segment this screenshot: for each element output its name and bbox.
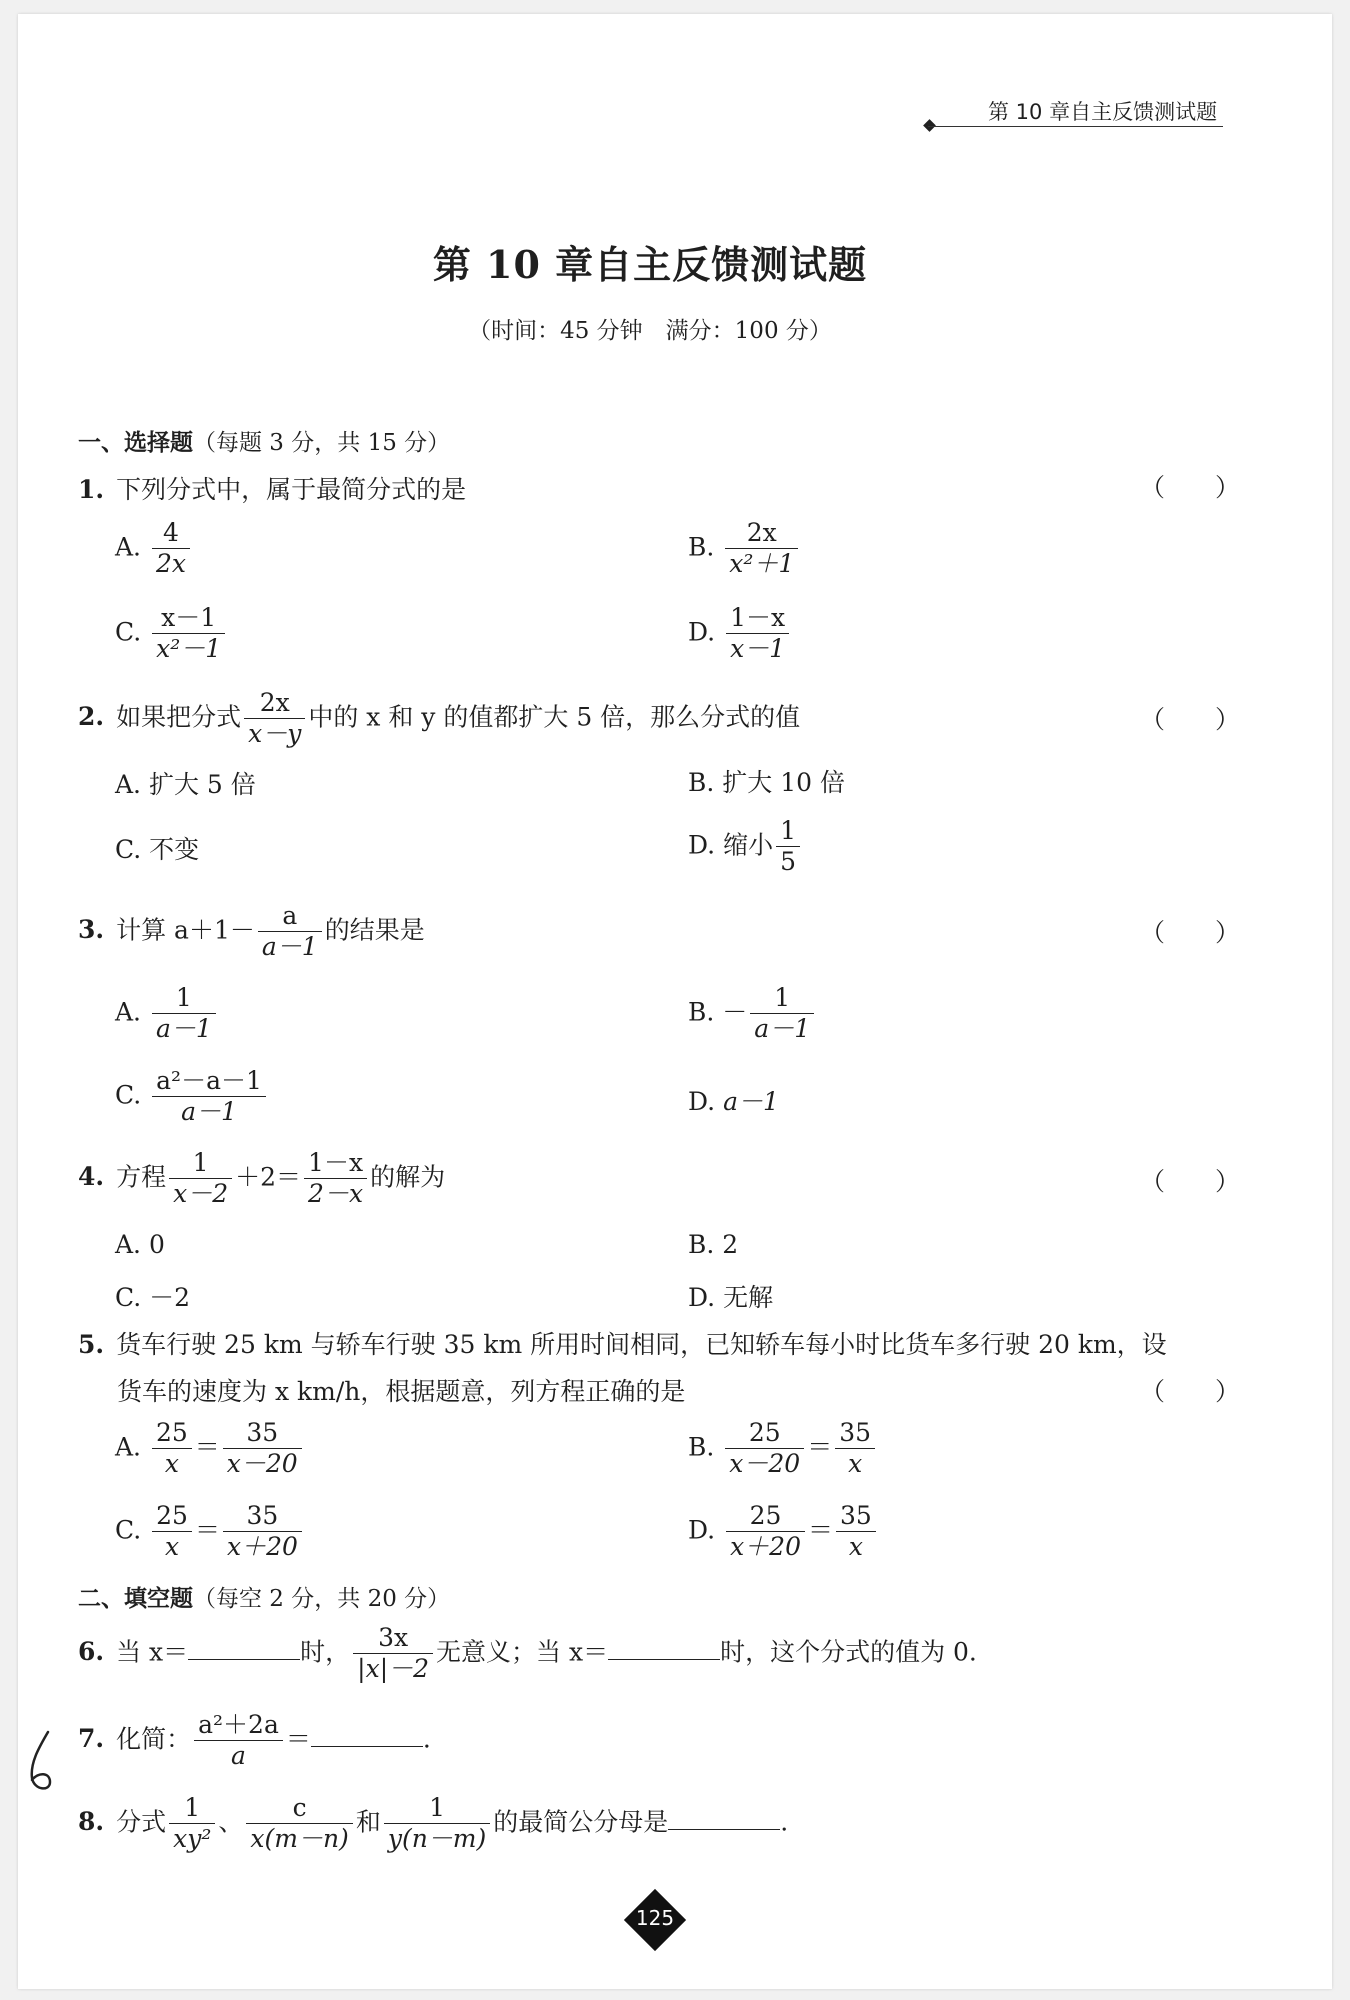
fraction xyxy=(725,520,798,578)
numerator: a²－a－1 xyxy=(152,1068,266,1097)
option-b xyxy=(688,520,801,578)
denominator: a－1 xyxy=(181,1097,237,1127)
option-label: B. xyxy=(688,768,715,797)
denominator: xy² xyxy=(173,1824,212,1854)
option-b xyxy=(688,763,845,799)
fraction xyxy=(152,1503,192,1561)
fraction xyxy=(169,1795,215,1853)
option-label: A. xyxy=(115,997,142,1027)
fraction xyxy=(726,1503,805,1561)
denominator: |x|－2 xyxy=(357,1654,430,1684)
denominator: x xyxy=(848,1449,863,1479)
fraction xyxy=(152,985,216,1043)
question-number: 6. xyxy=(78,1637,105,1667)
answer-blank[interactable] xyxy=(188,1637,300,1660)
denominator: 2－x xyxy=(308,1179,364,1209)
question-8 xyxy=(78,1795,788,1853)
denominator: x－y xyxy=(248,719,302,749)
numerator: 4 xyxy=(152,520,190,549)
option-text: －2 xyxy=(149,1283,191,1312)
question-number: 8. xyxy=(78,1807,105,1837)
answer-blank[interactable] xyxy=(311,1724,423,1747)
question-7 xyxy=(78,1712,431,1770)
numerator: 1 xyxy=(776,818,800,847)
option-label: B. xyxy=(688,532,715,562)
numerator: 1 xyxy=(152,985,216,1014)
question-text: ＋2＝ xyxy=(235,1162,302,1192)
option-label: C. xyxy=(115,1080,142,1110)
page-subtitle: （时间：45 分钟 满分：100 分） xyxy=(468,318,832,344)
answer-bracket: （ ） xyxy=(1140,705,1241,734)
denominator: x xyxy=(848,1532,863,1562)
option-a xyxy=(115,985,219,1043)
equals-sign: ＝ xyxy=(194,1515,220,1545)
numerator: 2x xyxy=(244,690,305,719)
numerator: a xyxy=(258,903,322,932)
numerator: 35 xyxy=(836,1503,876,1532)
denominator: 2x xyxy=(155,549,186,579)
denominator: x xyxy=(164,1532,180,1562)
option-label: C. xyxy=(115,617,142,647)
fraction xyxy=(725,1420,804,1478)
option-b xyxy=(688,1230,738,1259)
question-text: 如果把分式 xyxy=(116,702,242,732)
option-label: B. xyxy=(688,997,715,1027)
question-text: 时，这个分式的值为 0. xyxy=(720,1637,977,1667)
question-number: 4. xyxy=(78,1162,105,1192)
option-label: D. xyxy=(688,1283,716,1312)
section-label: 二、填空题 xyxy=(78,1585,193,1612)
fraction xyxy=(169,1150,232,1208)
numerator: c xyxy=(246,1795,352,1824)
section-note: （每空 2 分，共 20 分） xyxy=(193,1586,451,1612)
option-c xyxy=(115,1503,305,1561)
question-text: 当 x＝ xyxy=(116,1637,189,1667)
page-title: 第 10 章自主反馈测试题 xyxy=(432,242,868,287)
section-note: （每题 3 分，共 15 分） xyxy=(193,430,451,456)
numerator: 1 xyxy=(169,1150,232,1179)
numerator: 35 xyxy=(223,1503,302,1532)
numerator: a²＋2a xyxy=(194,1712,283,1741)
fraction xyxy=(223,1420,302,1478)
answer-bracket: （ ） xyxy=(1140,473,1241,502)
option-d xyxy=(688,1082,779,1118)
option-label: C. xyxy=(115,1283,142,1312)
denominator: 5 xyxy=(780,847,796,877)
denominator: x xyxy=(164,1449,179,1479)
fraction xyxy=(776,818,800,876)
option-text: a－1 xyxy=(723,1087,779,1116)
question-4 xyxy=(78,1150,445,1208)
option-label: B. xyxy=(688,1230,715,1259)
question-text: 中的 x 和 y 的值都扩大 5 倍，那么分式的值 xyxy=(308,702,801,732)
fraction xyxy=(194,1712,283,1770)
section-heading-fill xyxy=(78,1580,450,1613)
fraction xyxy=(726,605,789,663)
denominator: x＋20 xyxy=(226,1532,298,1562)
question-5 xyxy=(78,1325,1167,1361)
numerator: 1－x xyxy=(726,605,789,634)
denominator: x－2 xyxy=(173,1179,229,1209)
option-label: C. xyxy=(115,1515,142,1545)
question-number: 5. xyxy=(78,1330,105,1359)
option-text: 扩大 10 倍 xyxy=(722,768,845,797)
question-text: 时， xyxy=(300,1637,351,1667)
denominator: x＋20 xyxy=(730,1532,801,1562)
question-text: . xyxy=(422,1724,431,1754)
section-heading-choice xyxy=(78,424,450,457)
option-b xyxy=(688,1420,878,1478)
fraction xyxy=(750,985,814,1043)
numerator: 1 xyxy=(169,1795,215,1824)
denominator: a－1 xyxy=(261,932,318,962)
question-text: 和 xyxy=(355,1807,381,1837)
numerator: 35 xyxy=(223,1420,302,1449)
question-1 xyxy=(78,470,466,506)
question-text: 无意义；当 x＝ xyxy=(436,1637,609,1667)
option-c xyxy=(115,830,199,866)
question-text: 的结果是 xyxy=(324,915,425,945)
question-text: . xyxy=(780,1807,789,1837)
question-text: 下列分式中，属于最简分式的是 xyxy=(116,475,467,504)
question-2 xyxy=(78,690,800,748)
denominator: x－1 xyxy=(730,634,786,664)
fraction xyxy=(835,1420,875,1478)
numerator: 1－x xyxy=(304,1150,367,1179)
option-label: A. xyxy=(115,1230,142,1259)
equals-sign: ＝ xyxy=(807,1432,833,1462)
question-text: ＝ xyxy=(285,1724,311,1754)
option-text: 0 xyxy=(148,1230,165,1259)
option-c xyxy=(115,1278,190,1314)
question-text: 的最简公分母是 xyxy=(493,1807,669,1837)
option-d xyxy=(688,605,792,663)
question-3 xyxy=(78,903,425,961)
fraction xyxy=(152,520,190,578)
option-d xyxy=(688,1278,773,1314)
option-label: A. xyxy=(115,770,142,799)
separator: 、 xyxy=(218,1807,244,1837)
equals-sign: ＝ xyxy=(807,1515,833,1545)
question-text: 计算 a＋1－ xyxy=(116,915,255,945)
fraction xyxy=(836,1503,876,1561)
answer-bracket: （ ） xyxy=(1140,1167,1241,1196)
option-label: B. xyxy=(688,1432,715,1462)
minus-sign: － xyxy=(722,997,748,1027)
option-d xyxy=(688,1503,879,1561)
question-number: 7. xyxy=(78,1724,105,1754)
answer-blank[interactable] xyxy=(668,1807,780,1830)
option-label: C. xyxy=(115,835,142,864)
question-text: 货车行驶 25 km 与轿车行驶 35 km 所用时间相同，已知轿车每小时比货车多行驶 20 km，设 xyxy=(116,1330,1167,1359)
option-b xyxy=(688,985,817,1043)
fraction xyxy=(353,1625,433,1683)
handwritten-mark-icon xyxy=(20,1728,60,1798)
numerator: 25 xyxy=(152,1503,192,1532)
question-number: 1. xyxy=(78,475,105,504)
question-6 xyxy=(78,1625,977,1683)
answer-blank[interactable] xyxy=(608,1637,720,1660)
numerator: 25 xyxy=(725,1420,804,1449)
denominator: x－20 xyxy=(226,1449,298,1479)
running-header: 第 10 章自主反馈测试题 xyxy=(988,100,1218,124)
option-a xyxy=(115,520,193,578)
fraction xyxy=(258,903,322,961)
numerator: x－1 xyxy=(152,605,225,634)
denominator: x(m－n) xyxy=(250,1824,349,1854)
numerator: 3x xyxy=(353,1625,433,1654)
numerator: 2x xyxy=(725,520,798,549)
option-label: D. xyxy=(688,1087,716,1116)
fraction xyxy=(246,1795,352,1853)
question-text: 的解为 xyxy=(370,1162,446,1192)
question-text: 化简： xyxy=(116,1724,192,1754)
fraction xyxy=(152,1420,192,1478)
fraction xyxy=(223,1503,302,1561)
question-text: 方程 xyxy=(116,1162,167,1192)
denominator: a－1 xyxy=(754,1014,811,1044)
question-text: 分式 xyxy=(116,1807,167,1837)
denominator: y(n－m) xyxy=(387,1824,487,1854)
page-number: 125 xyxy=(635,1906,675,1930)
denominator: x－20 xyxy=(729,1449,801,1479)
section-label: 一、选择题 xyxy=(78,429,193,456)
option-label: A. xyxy=(115,532,142,562)
denominator: x²＋1 xyxy=(729,549,795,579)
numerator: 1 xyxy=(750,985,814,1014)
question-number: 2. xyxy=(78,702,105,732)
answer-bracket: （ ） xyxy=(1140,918,1241,947)
fraction xyxy=(304,1150,367,1208)
option-a xyxy=(115,765,256,801)
option-c xyxy=(115,1068,269,1126)
fraction xyxy=(152,605,225,663)
question-number: 3. xyxy=(78,915,105,945)
option-label: D. xyxy=(688,617,716,647)
option-label: A. xyxy=(115,1432,142,1462)
numerator: 25 xyxy=(726,1503,805,1532)
option-text: 缩小 xyxy=(723,830,774,860)
question-5-line-2: 货车的速度为 x km/h，根据题意，列方程正确的是 xyxy=(117,1377,686,1406)
fraction xyxy=(244,690,305,748)
option-text: 扩大 5 倍 xyxy=(148,770,256,799)
option-text: 2 xyxy=(722,1230,739,1259)
numerator: 1 xyxy=(384,1795,490,1824)
option-text: 无解 xyxy=(723,1283,774,1312)
denominator: a－1 xyxy=(155,1014,212,1044)
fraction xyxy=(384,1795,490,1853)
denominator: a xyxy=(231,1741,246,1771)
option-a xyxy=(115,1230,165,1259)
denominator: x²－1 xyxy=(156,634,222,664)
option-text: 不变 xyxy=(149,835,200,864)
answer-bracket: （ ） xyxy=(1140,1377,1241,1406)
header-rule xyxy=(928,126,1223,127)
fraction xyxy=(152,1068,266,1126)
numerator: 25 xyxy=(152,1420,192,1449)
option-label: D. xyxy=(688,1515,716,1545)
numerator: 35 xyxy=(835,1420,875,1449)
option-a xyxy=(115,1420,305,1478)
option-c xyxy=(115,605,228,663)
equals-sign: ＝ xyxy=(194,1432,220,1462)
option-label: D. xyxy=(688,830,716,860)
option-d xyxy=(688,818,803,876)
